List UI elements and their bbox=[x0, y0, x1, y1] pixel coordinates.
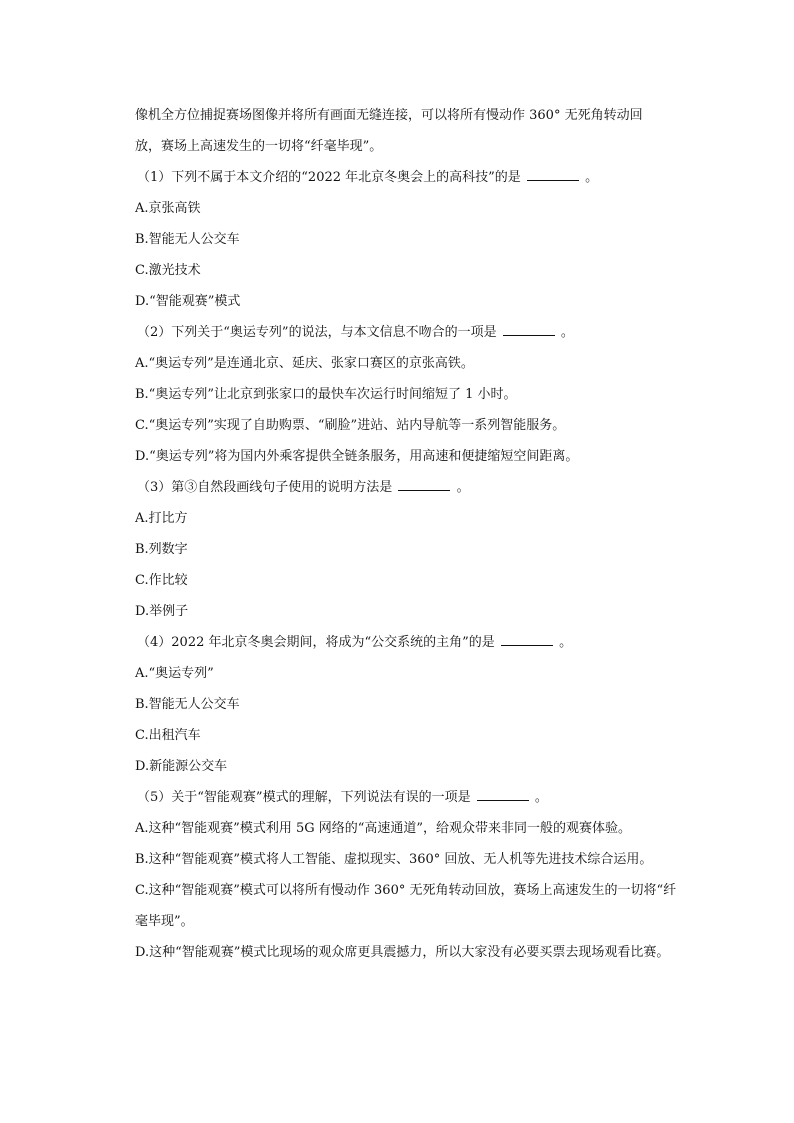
question-5-answer-blank bbox=[477, 788, 529, 801]
question-1-option-b: B.智能无人公交车 bbox=[135, 232, 240, 247]
question-1-answer-blank bbox=[527, 168, 579, 181]
question-1-text: （1）下列不属于本文介绍的“2022 年北京冬奥会上的高科技”的是 bbox=[137, 170, 521, 185]
question-3-option-b: B.列数字 bbox=[135, 542, 188, 557]
document-content bbox=[135, 100, 680, 968]
question-2-option-b: B.“奥运专列”让北京到张家口的最快车次运行时间缩短了 1 小时。 bbox=[135, 387, 517, 402]
question-2-option-a: A.“奥运专列”是连通北京、延庆、张家口赛区的京张高铁。 bbox=[135, 356, 474, 371]
question-1-stem bbox=[135, 162, 680, 193]
question-5-stem bbox=[135, 782, 680, 813]
intro-line-2: 放，赛场上高速发生的一切将“纤毫毕现”。 bbox=[135, 139, 383, 154]
question-1-end: 。 bbox=[585, 170, 599, 185]
question-2-option-c: C.“奥运专列”实现了自助购票、“刷脸”进站、站内导航等一系列智能服务。 bbox=[135, 418, 566, 433]
question-1-option-d: D.“智能观赛”模式 bbox=[135, 294, 241, 309]
question-3-option-a: A.打比方 bbox=[135, 511, 188, 526]
question-2-stem bbox=[135, 317, 680, 348]
question-4-option-c: C.出租汽车 bbox=[135, 728, 201, 743]
question-4-answer-blank bbox=[501, 633, 553, 646]
question-3-end: 。 bbox=[456, 480, 470, 495]
question-3-option-d: D.举例子 bbox=[135, 604, 189, 619]
question-3-stem bbox=[135, 472, 680, 503]
question-5-option-b: B.这种“智能观赛”模式将人工智能、虚拟现实、360° 回放、无人机等先进技术综合运用。 bbox=[135, 852, 653, 867]
question-1-option-a: A.京张高铁 bbox=[135, 201, 201, 216]
question-2-option-d: D.“奥运专列”将为国内外乘客提供全链条服务，用高速和便捷缩短空间距离。 bbox=[135, 449, 579, 464]
intro-line-1: 像机全方位捕捉赛场图像并将所有画面无缝连接，可以将所有慢动作 360° 无死角转动回 bbox=[135, 108, 643, 123]
question-4-option-d: D.新能源公交车 bbox=[135, 759, 228, 774]
question-5-option-d: D.这种“智能观赛”模式比现场的观众席更具震撼力，所以大家没有必要买票去现场观看比赛。 bbox=[135, 945, 670, 960]
question-4-end: 。 bbox=[559, 635, 573, 650]
question-4-option-b: B.智能无人公交车 bbox=[135, 697, 240, 712]
question-3-option-c: C.作比较 bbox=[135, 573, 188, 588]
question-2-end: 。 bbox=[560, 325, 574, 340]
question-2-text: （2）下列关于“奥运专列”的说法，与本文信息不吻合的一项是 bbox=[137, 325, 497, 340]
question-5-option-a: A.这种“智能观赛”模式利用 5G 网络的“高速通道”，给观众带来非同一般的观赛体验。 bbox=[135, 821, 632, 836]
question-5-end: 。 bbox=[534, 790, 548, 805]
question-5-text: （5）关于“智能观赛”模式的理解，下列说法有误的一项是 bbox=[137, 790, 471, 805]
question-3-answer-blank bbox=[398, 478, 450, 491]
question-5-option-c: C.这种“智能观赛”模式可以将所有慢动作 360° 无死角转动回放，赛场上高速发生的一切将“纤毫毕现”。 bbox=[135, 883, 677, 929]
question-4-option-a: A.“奥运专列” bbox=[135, 666, 214, 681]
question-1-option-c: C.激光技术 bbox=[135, 263, 201, 278]
question-2-answer-blank bbox=[503, 323, 555, 336]
question-4-text: （4）2022 年北京冬奥会期间，将成为“公交系统的主角”的是 bbox=[137, 635, 495, 650]
question-4-stem bbox=[135, 627, 680, 658]
question-3-text: （3）第③自然段画线句子使用的说明方法是 bbox=[137, 480, 393, 495]
